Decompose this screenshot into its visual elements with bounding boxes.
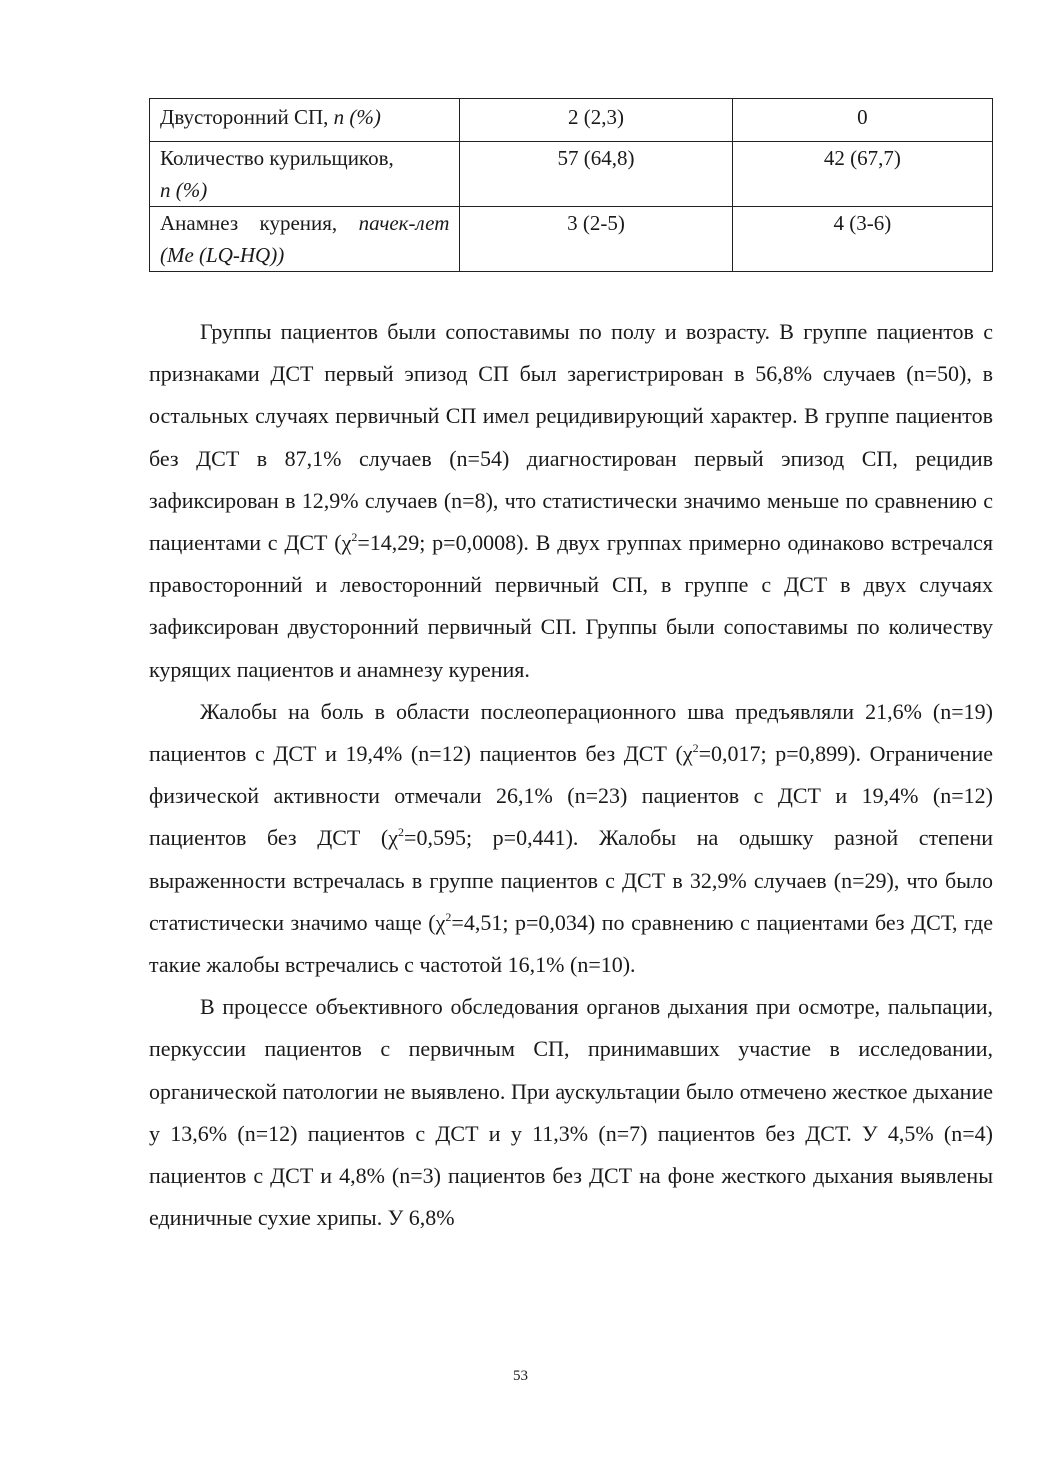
paragraph-text: Группы пациентов были сопоставимы по полу и возрасту. В группе пациентов с признаками ДСТ первый эпизод СП был зарегистрирован в 56,8% случаев (n=50), в остальных случаях первичный СП имел рецидивирующий характер. В группе пациентов без ДСТ в 87,1% случаев (n=54) диагностирован первый эпизод СП, рецидив зафиксирован в 12,9% случаев (n=8), что статистически значимо меньше по сравнению с пациентами с ДСТ (χ [149,319,993,556]
page-number: 53 [513,1368,528,1384]
table-cell-label [150,142,460,207]
body-text [149,311,993,1239]
paragraph-text: =4,51; p=0,034) по сравнению с пациентами без ДСТ, где такие жалобы встречались с частотой 16,1% (n=10). [149,909,994,978]
paragraph-text: =0,017; p=0,899). Ограничение физической активности отмечали 26,1% (n=23) пациентов с ДСТ и 19,4% (n=12) пациентов без ДСТ (χ [149,741,993,851]
paragraph-text: Жалобы на боль в области послеоперационного шва предъявляли 21,6% (n=19) пациентов с ДСТ и 19,4% (n=12) пациентов без ДСТ (χ [149,698,993,767]
paragraph [149,311,993,691]
data-table [149,98,993,272]
table-cell-label [150,99,460,142]
table-cell-group1: 3 (2-5) [460,207,732,272]
row-label: Анамнез курения, [160,211,338,235]
paragraph: В процессе объективного обследования органов дыхания при осмотре, пальпации, перкуссии пациентов с первичным СП, принимавших участие в исследовании, органической патологии не выявлено. При аускультации было отмечено жесткое дыхание у 13,6% (n=12) пациентов с ДСТ и у 11,3% (n=7) пациентов без ДСТ. У 4,5% (n=4) пациентов с ДСТ и 4,8% (n=3) пациентов без ДСТ на фоне жесткого дыхания выявлены единичные сухие хрипы. У 6,8% [149,994,993,1231]
table-cell-label [150,207,460,272]
superscript: 2 [398,825,405,840]
table-row [150,207,993,272]
table-row [150,142,993,207]
row-label: Количество курильщиков, [160,146,394,170]
table-row [150,99,993,142]
table-cell-group2: 0 [732,99,992,142]
row-label-unit: пачек-лет (Me (LQ-HQ)) [160,211,450,267]
superscript: 2 [445,909,452,924]
row-label-unit: n (%) [333,105,381,129]
table-cell-group1: 57 (64,8) [460,142,732,207]
paragraph [149,691,993,986]
superscript: 2 [692,741,699,756]
row-label-line [160,142,449,174]
paragraph-text: =14,29; p=0,0008). В двух группах примерно одинаково встречался правосторонний и левосторонний первичный СП, в группе с ДСТ в двух случаях зафиксирован двусторонний первичный СП. Группы были сопоставимы по количеству курящих пациентов и анамнезу курения. [149,530,993,682]
table-cell-group1: 2 (2,3) [460,99,732,142]
table-cell-group2: 42 (67,7) [732,142,992,207]
row-label-unit: n (%) [160,178,208,202]
paragraph-text: =0,595; p=0,441). Жалобы на одышку разной степени выраженности встречалась в группе пациентов с ДСТ в 32,9% случаев (n=29), что было статистически значимо чаще (χ [149,825,993,935]
table-cell-group2: 4 (3-6) [732,207,992,272]
row-label: Двусторонний СП, [160,105,329,129]
superscript: 2 [351,530,358,545]
